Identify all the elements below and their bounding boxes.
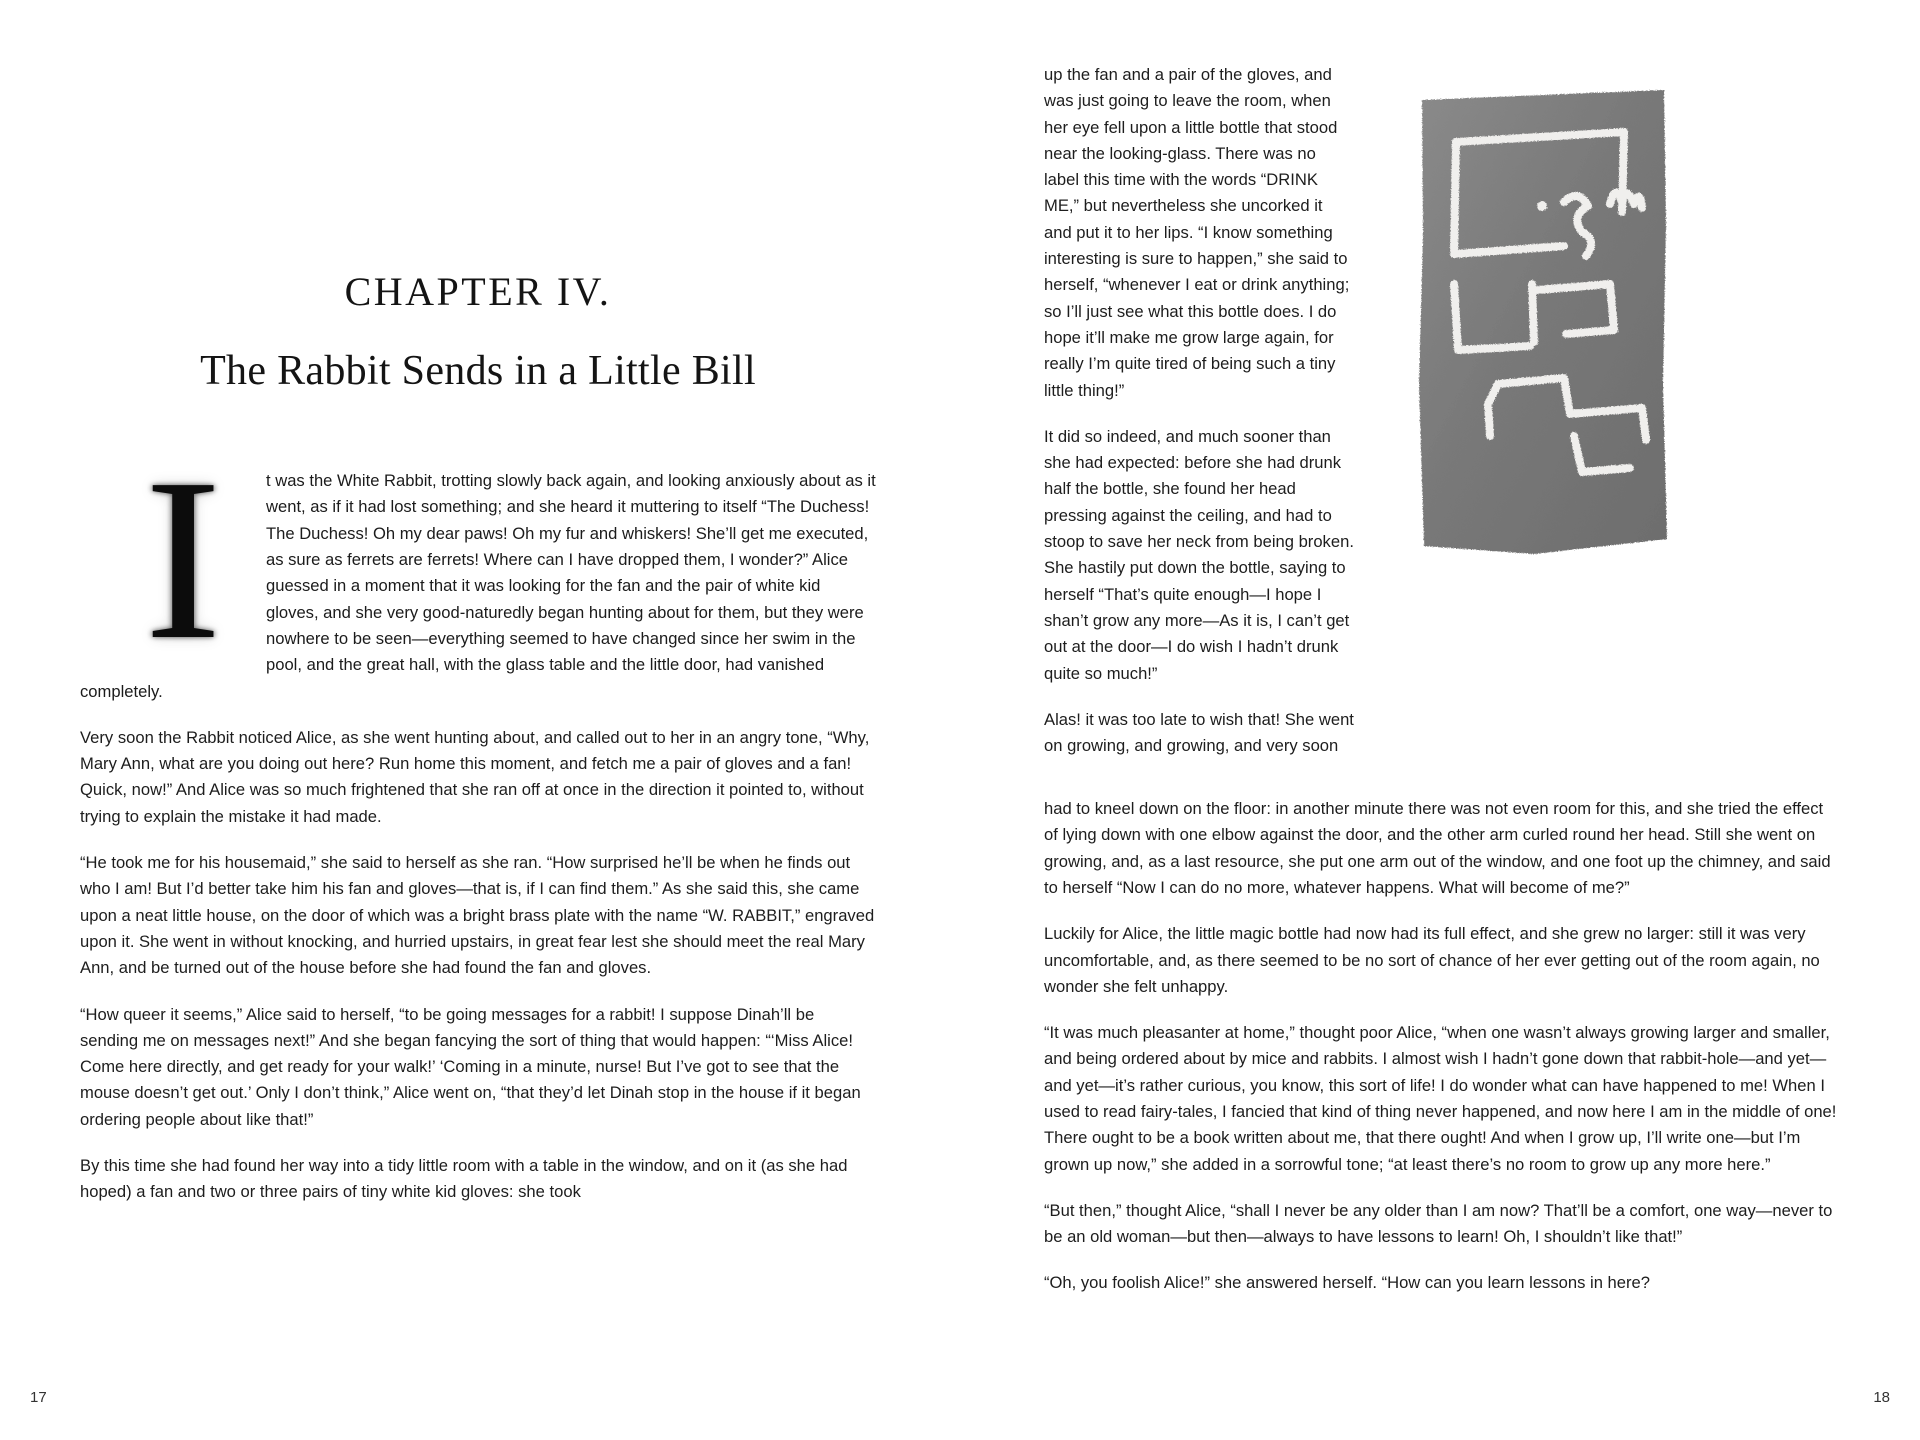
paragraph: By this time she had found her way into a tidy little room with a table in the window, and on it (as she had hoped) a fan and two or three pairs of tiny white kid gloves: she took (80, 1156, 848, 1202)
illustration-svg (1414, 84, 1672, 564)
right-narrow-column (1044, 62, 1354, 776)
opening-block (80, 431, 876, 705)
drop-cap (108, 431, 258, 689)
illustration-alice-in-house (1414, 84, 1672, 564)
paragraph: up the fan and a pair of the gloves, and was just going to leave the room, when her eye fell upon a little bottle that stood near the looking-glass. There was no label this time with the words “DRINK ME,” but nevertheless she uncorked it and put it to her lips. “I know something interesting is sure to happen,” she said to herself, “whenever I eat or drink anything; so I’ll just see what this bottle does. I do hope it’ll make me grow large again, for really I’m quite tired of being such a tiny little thing!” (1044, 65, 1350, 400)
opening-paragraph: t was the White Rabbit, trotting slowly back again, and looking anxiously about as it went, as if it had lost something; and she heard it muttering to itself “The Duchess! The Duchess! Oh my dear paws! Oh my fur and whiskers! She’ll get me executed, as sure as ferrets are ferrets! Where can I have dropped them, I wonder?” Alice guessed in a moment that it was looking for the fan and the pair of white kid gloves, and she very good-naturedly began hunting about for them, but they were nowhere to be seen—everything seemed to have changed since her swim in the pool, and the great hall, with the glass table and the little door, had vanished completely. (80, 471, 876, 701)
left-body-text (80, 725, 876, 1206)
page-number-left: 17 (30, 1389, 47, 1406)
paragraph: “How queer it seems,” Alice said to herself, “to be going messages for a rabbit! I suppose Dinah’ll be sending me on messages next!” And she began fancying the sort of thing that would happen: “‘Miss Alice! Come here directly, and get ready for your walk!’ ‘Coming in a minute, nurse! But I’ve got to see that the mouse doesn’t get out.’ Only I don’t think,” Alice went on, “that they’d let Dinah stop in the house if it began ordering people about like that!” (80, 1004, 861, 1129)
paragraph: “Oh, you foolish Alice!” she answered herself. “How can you learn lessons in here? (1044, 1273, 1650, 1293)
paragraph: “It was much pleasanter at home,” thought poor Alice, “when one wasn’t always growing larger and smaller, and being ordered about by mice and rabbits. I almost wish I hadn’t gone down that rabbit-hole—and yet—and yet—it’s rather curious, you know, this sort of life! I do wonder what can have happened to me! When I used to read fairy-tales, I fancied that kind of thing never happened, and now here I am in the middle of one! There ought to be a book written about me, that there ought! And when I grow up, I’ll write one—but I’m grown up now,” she added in a sorrowful tone; “at least there’s no room to grow up any more here.” (1044, 1023, 1837, 1174)
chapter-title: The Rabbit Sends in a Little Bill (200, 348, 756, 394)
drop-cap-letter: I (144, 431, 222, 689)
paragraph: “But then,” thought Alice, “shall I never be any older than I am now? That’ll be a comfort, one way—never to be an old woman—but then—always to have lessons to learn! Oh, I shouldn’t like that!” (1044, 1200, 1833, 1247)
paragraph: Luckily for Alice, the little magic bottle had now had its full effect, and she grew no larger: still it was very uncomfortable, and, as there seemed to be no sort of chance of her ever getting out of the room again, no wonder she felt unhappy. (1044, 924, 1820, 996)
paragraph: Alas! it was too late to wish that! She went on growing, and growing, and very soon (1044, 709, 1354, 756)
paragraph: “He took me for his housemaid,” she said to herself as she ran. “How surprised he’ll be when he finds out who I am! But I’d better take him his fan and gloves—that is, if I can find them.” As she said this, she came upon a neat little house, on the door of which was a bright brass plate with the name “W. RABBIT,” engraved upon it. She went in without knocking, and hurried upstairs, in great fear lest she should meet the real Mary Ann, and be turned out of the house before she had found the fan and gloves. (80, 853, 875, 978)
chapter-number: CHAPTER IV. (344, 269, 612, 314)
paragraph: Very soon the Rabbit noticed Alice, as she went hunting about, and called out to her in an angry tone, “Why, Mary Ann, what are you doing out here? Run home this moment, and fetch me a pair of gloves and a fan! Quick, now!” And Alice was so much frightened that she ran off at once in the direction it pointed to, without trying to explain the mistake it had made. (80, 727, 870, 826)
paragraph: had to kneel down on the floor: in another minute there was not even room for this, and she tried the effect of lying down with one elbow against the door, and the other arm curled round her head. Still she went on growing, and, as a last resource, she put one arm out of the window, and one foot up the chimney, and said to herself “Now I can do no more, whatever happens. What will become of me?” (1044, 799, 1831, 897)
page-number-right: 18 (1873, 1389, 1890, 1406)
right-wide-column (1044, 796, 1840, 1297)
right-page (960, 0, 1920, 1440)
right-top-section (1044, 62, 1840, 776)
paragraph: It did so indeed, and much sooner than she had expected: before she had drunk half the bottle, she found her head pressing against the ceiling, and had to stoop to save her neck from being broken. She hastily put down the bottle, saying to herself “That’s quite enough—I hope I shan’t grow any more—As it is, I can’t get out at the door—I do wish I hadn’t drunk quite so much!” (1044, 426, 1354, 683)
chapter-heading (80, 269, 876, 394)
